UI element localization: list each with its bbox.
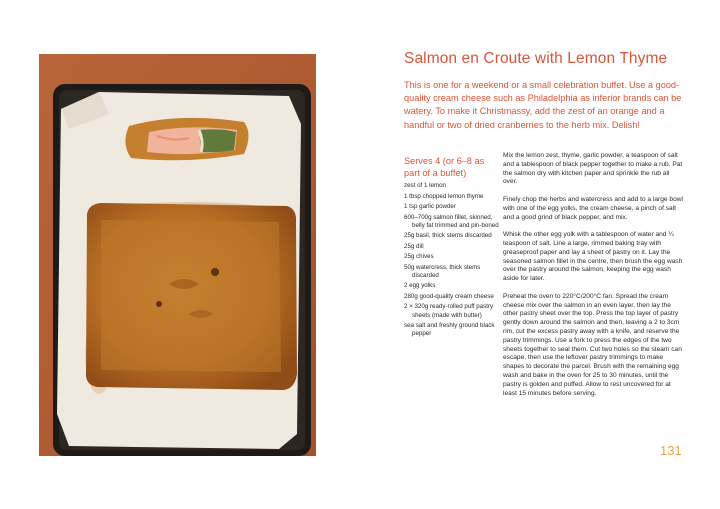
- ingredient-item: 1 tbsp chopped lemon thyme: [404, 192, 484, 200]
- ingredient-item: 600–700g salmon fillet, skinned, belly fat trimmed and pin-boned: [404, 213, 499, 229]
- salmon-en-croute-photo: [39, 54, 316, 456]
- serves-note: Serves 4 (or 6–8 as part of a buffet): [404, 156, 485, 178]
- method-step: Finely chop the herbs and watercress and add to a large bowl with one of the egg yolks, the cream cheese, a pinch of salt and a good grind of black pepper, and mix.: [503, 195, 683, 221]
- ingredient-item: 280g good-quality cream cheese: [404, 292, 494, 300]
- recipe-intro: This is one for a weekend or a small celebration buffet. Use a good-quality cream cheese such as Philadelphia as inferior brands can be watery. To make it Christmassy, add the zest of an orange and a handful or two of dried cranberries to the herb mix. Delish!: [404, 80, 682, 130]
- page-number: 131: [660, 443, 682, 458]
- ingredient-item: 25g dill: [404, 242, 424, 250]
- method-step: Preheat the oven to 220°C/200°C fan. Spread the cream cheese mix over the salmon in an even layer, then lay the other pastry sheet over the top. Press the top layer of pastry gently down around the salmon and then, leaving a 2 to 3cm rim, cut the excess pastry away with a knife, and reserve the pastry trimmings. Use a fork to press the edges of the two sheets together to seal them. Cut two holes so the steam can escape, then use the leftover pastry trimmings to make shapes to decorate the parcel. Brush with the remaining egg wash and bake in the oven for 25 to 30 minutes, until the pastry is golden and puffed. Allow to rest uncovered for at least 15 minutes before serving.: [503, 292, 682, 397]
- method-step: Mix the lemon zest, thyme, garlic powder, a teaspoon of salt and a tablespoon of black pepper together to make a rub. Pat the salmon dry with kitchen paper and sprinkle the rub all over.: [503, 152, 683, 186]
- ingredient-item: sea salt and freshly ground black pepper: [404, 322, 495, 338]
- ingredient-item: 50g watercress, thick stems discarded: [404, 263, 481, 279]
- method-steps: [503, 152, 683, 407]
- ingredient-item: 2 × 320g ready-rolled puff pastry sheets (made with butter): [404, 303, 494, 319]
- ingredient-item: 1 tsp garlic powder: [404, 203, 456, 210]
- ingredient-item: 25g basil, thick stems discarded: [404, 232, 492, 240]
- recipe-title: Salmon en Croute with Lemon Thyme: [404, 50, 668, 67]
- method-step: Whisk the other egg yolk with a tablespoon of water and ¼ teaspoon of salt. Line a large, rimmed baking tray with greaseproof paper and lay a sheet of pastry on it. Lay the seasoned salmon fillet in the centre, then brush the egg wash over the pastry around the salmon, keeping the egg wash aside for later.: [503, 231, 683, 283]
- ingredient-item: 2 egg yolks: [404, 282, 436, 290]
- ingredient-item: zest of 1 lemon: [404, 182, 446, 189]
- ingredient-list: [404, 182, 500, 341]
- ingredient-item: 25g chives: [404, 253, 434, 261]
